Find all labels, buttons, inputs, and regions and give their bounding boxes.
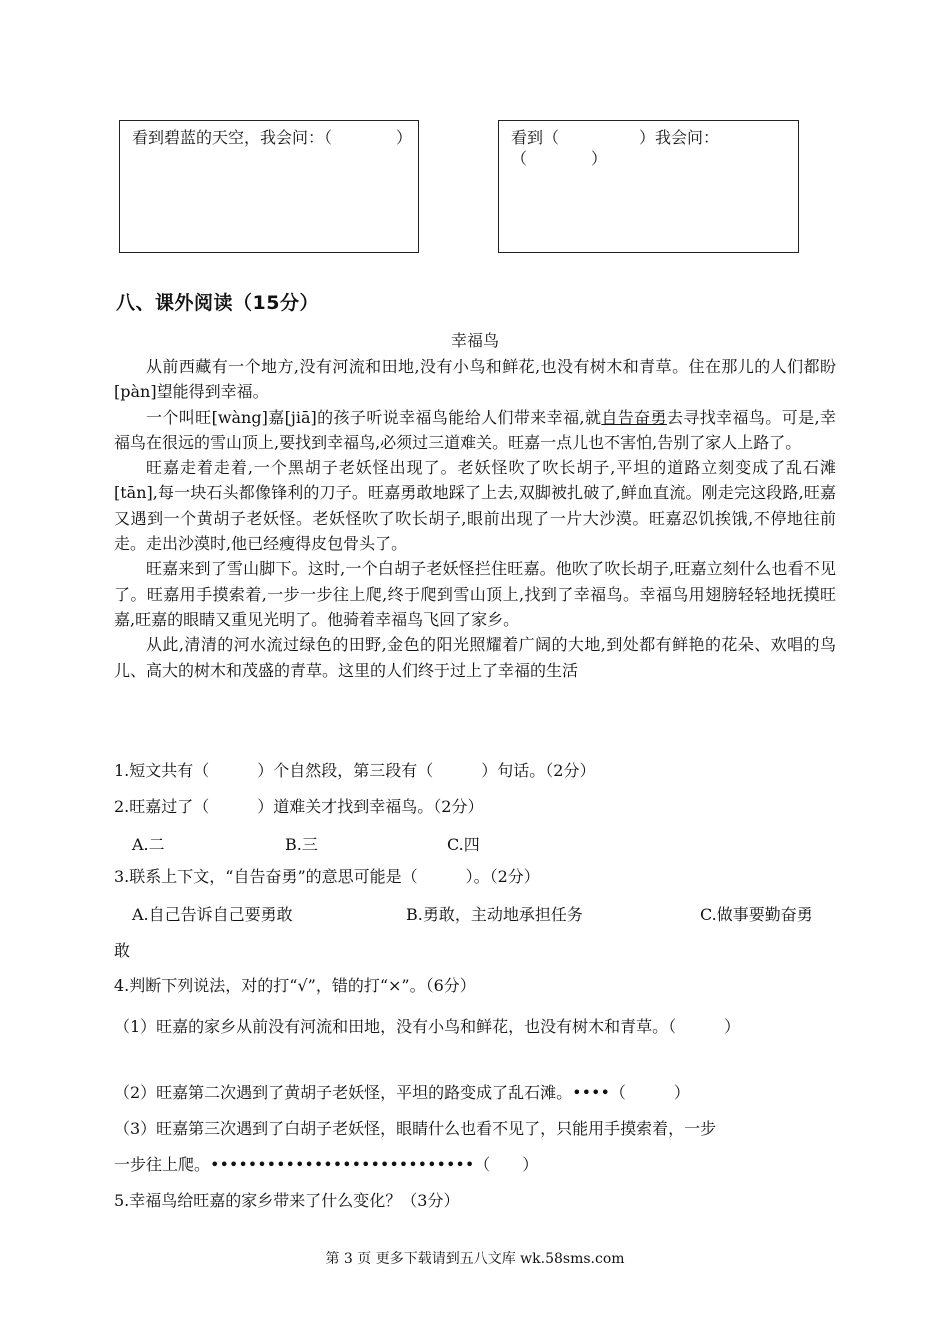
question-5: 5.幸福鸟给旺嘉的家乡带来了什么变化？（3分） bbox=[114, 1191, 460, 1210]
box-right-text: 看到（ ）我会问：（ ） bbox=[511, 128, 720, 168]
q2-option-c: C.四 bbox=[447, 835, 480, 854]
q3-option-b: B.勇敢，主动地承担任务 bbox=[406, 905, 583, 924]
question-4-item-3-line-1: （3）旺嘉第三次遇到了白胡子老妖怪，眼睛什么也看不见了，只能用手摸索着，一步 bbox=[114, 1119, 717, 1138]
question-2: 2.旺嘉过了（ ）道难关才找到幸福鸟。（2分） bbox=[114, 797, 484, 816]
question-box-sky bbox=[119, 120, 419, 253]
q2-option-a: A.二 bbox=[132, 835, 165, 854]
story-p2-before: 一个叫旺[wàng]嘉[jiā]的孩子听说幸福鸟能给人们带来幸福,就 bbox=[146, 407, 602, 427]
question-1: 1.短文共有（ ）个自然段，第三段有（ ）句话。（2分） bbox=[114, 761, 596, 780]
story-paragraph-5: 从此,清清的河水流过绿色的田野,金色的阳光照耀着广阔的大地,到处都有鲜艳的花朵、欢唱的鸟儿、高大的树木和茂盛的青草。这里的人们终于过上了幸福的生活 bbox=[114, 635, 836, 680]
section-title: 八、课外阅读（15分） bbox=[116, 292, 319, 314]
question-4: 4.判断下列说法，对的打“√”，错的打“×”。（6分） bbox=[114, 976, 476, 995]
q3-option-a: A.自己告诉自己要勇敢 bbox=[132, 905, 293, 924]
q2-option-b: B.三 bbox=[285, 835, 318, 854]
story-title: 幸福鸟 bbox=[450, 331, 499, 350]
question-4-item-2: （2）旺嘉第二次遇到了黄胡子老妖怪，平坦的路变成了乱石滩。••••（ ） bbox=[114, 1083, 690, 1102]
question-box-blank bbox=[498, 120, 799, 253]
story-p2-after: 去寻找幸福鸟。可是,幸福鸟在很远的雪山顶上,要找到幸福鸟,必须过三道难关。旺嘉一点儿也不害怕,告别了家人上路了。 bbox=[114, 407, 836, 452]
story-paragraph-2 bbox=[114, 405, 836, 456]
question-3: 3.联系上下文，“自告奋勇”的意思可能是（ ）。（2分） bbox=[114, 867, 540, 886]
question-3-wrap: 敢 bbox=[114, 941, 131, 960]
underlined-phrase: 自告奋勇 bbox=[601, 407, 667, 427]
page-footer: 第 3 页 更多下载请到五八文库 wk.58sms.com bbox=[325, 1251, 625, 1267]
story-body bbox=[114, 354, 836, 683]
q3-option-c: C.做事要勤奋勇 bbox=[700, 905, 813, 924]
story-paragraph-3: 旺嘉走着走着,一个黑胡子老妖怪出现了。老妖怪吹了吹长胡子,平坦的道路立刻变成了乱石滩[tān],每一块石头都像锋利的刀子。旺嘉勇敢地踩了上去,双脚被扎破了,鲜血直流。刚走完这段路,旺嘉又遇到一个黄胡子老妖怪。老妖怪吹了吹长胡子,眼前出现了一片大沙漠。旺嘉忍饥挨饿,不停地往前走。走出沙漠时,他已经瘦得皮包骨头了。 bbox=[114, 458, 836, 554]
question-4-item-1: （1）旺嘉的家乡从前没有河流和田地，没有小鸟和鲜花，也没有树木和青草。（ ） bbox=[114, 1017, 741, 1036]
story-paragraph-4: 旺嘉来到了雪山脚下。这时,一个白胡子老妖怪拦住旺嘉。他吹了吹长胡子,旺嘉立刻什么也看不见了。旺嘉用手摸索着,一步一步往上爬,终于爬到雪山顶上,找到了幸福鸟。幸福鸟用翅膀轻轻地抚摸旺嘉,旺嘉的眼睛又重见光明了。他骑着幸福鸟飞回了家乡。 bbox=[114, 559, 836, 629]
question-4-item-3-line-2: 一步往上爬。••••••••••••••••••••••••••••（ ） bbox=[114, 1155, 539, 1174]
story-paragraph-1: 从前西藏有一个地方,没有河流和田地,没有小鸟和鲜花,也没有树木和青草。住在那儿的人们都盼[pàn]望能得到幸福。 bbox=[114, 357, 836, 402]
box-left-text: 看到碧蓝的天空，我会问：（ ） bbox=[132, 128, 413, 147]
